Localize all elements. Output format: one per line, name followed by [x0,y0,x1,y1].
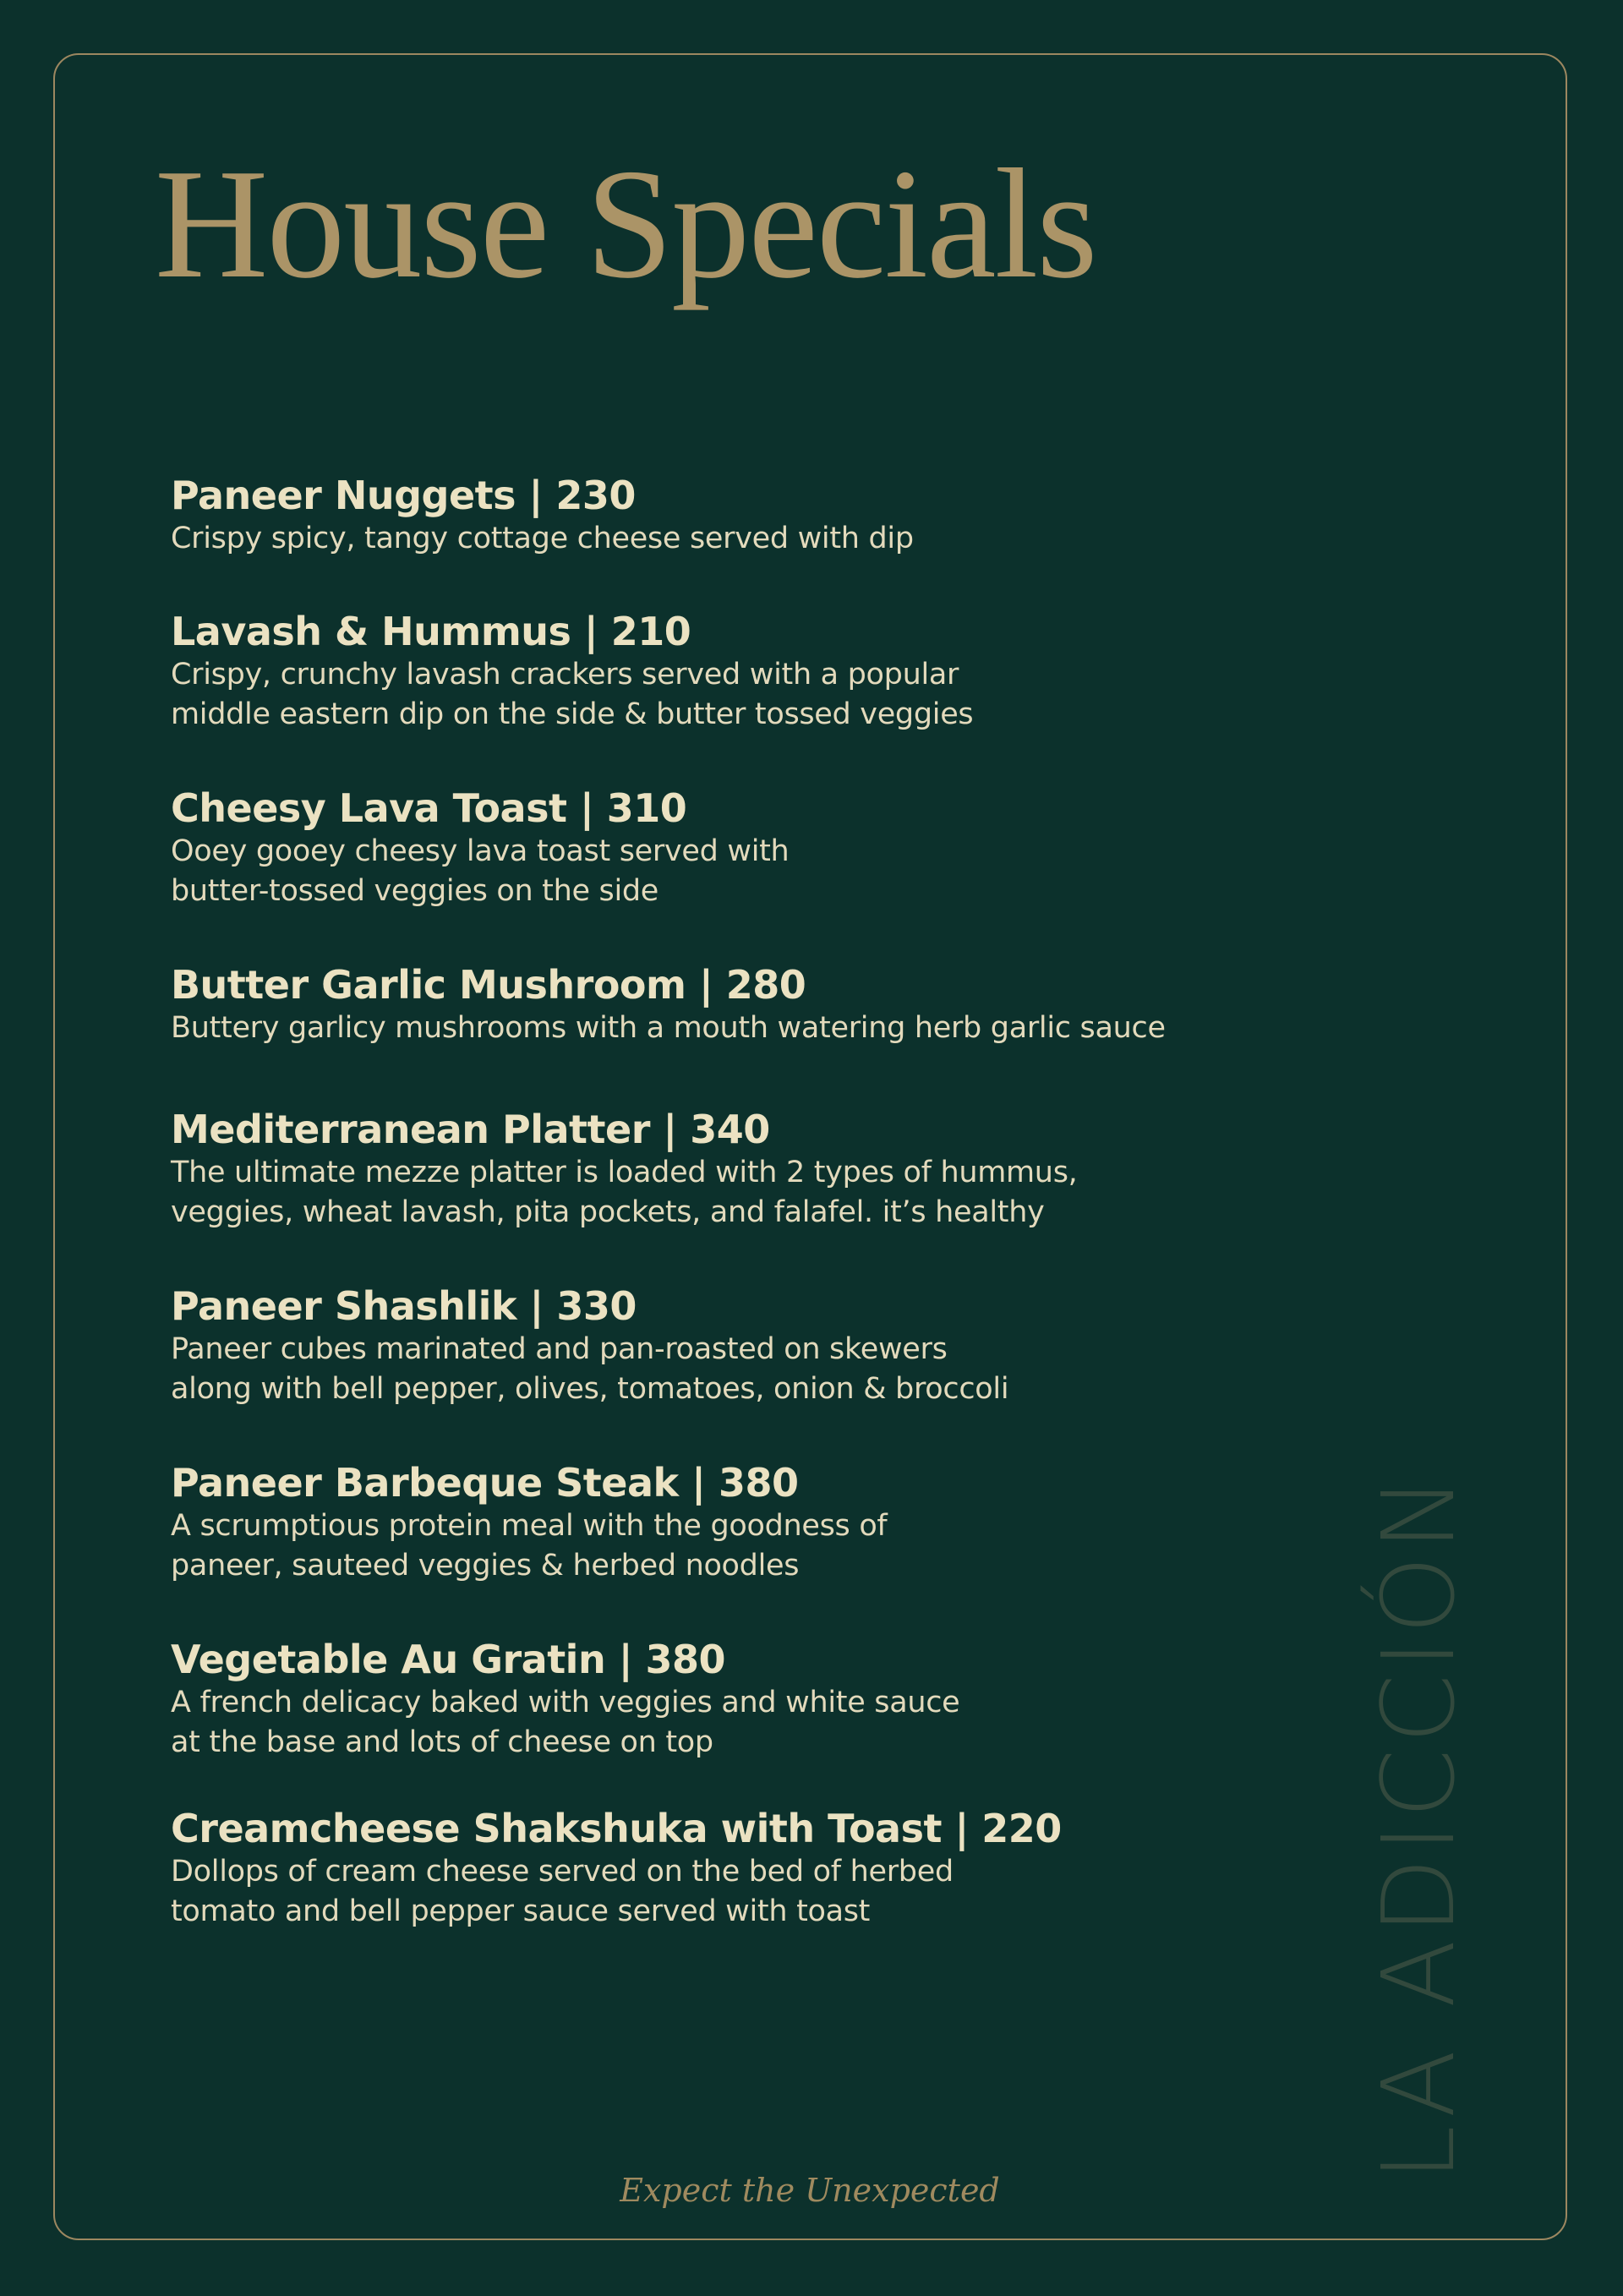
menu-item-name: Paneer Nuggets | 230 [171,473,636,518]
menu-item [171,1459,1312,1586]
menu-item-name: Creamcheese Shakshuka with Toast | 220 [171,1806,1062,1851]
menu-item [171,784,1312,911]
menu-item [171,1805,1312,1932]
menu-item-name: Butter Garlic Mushroom | 280 [171,962,806,1008]
menu-item-name: Lavash & Hummus | 210 [171,609,691,654]
menu-title: House Specials [155,137,1096,311]
menu-item [171,1636,1312,1763]
menu-item-name: Paneer Shashlik | 330 [171,1283,637,1329]
menu-item-description: Dollops of cream cheese served on the bed of herbed tomato and bell pepper sauce served with toast [171,1855,954,1928]
menu-item-name: Vegetable Au Gratin | 380 [171,1637,726,1682]
menu-item-description: Crispy, crunchy lavash crackers served with a popular middle eastern dip on the side & butter tossed veggies [171,658,974,731]
menu-item [171,1106,1312,1233]
menu-item-description: Ooey gooey cheesy lava toast served with butter-tossed veggies on the side [171,834,790,908]
menu-item [171,472,1312,559]
brand-watermark: LA ADICCIÓN [1360,1471,1477,2181]
menu-item-name: Paneer Barbeque Steak | 380 [171,1460,799,1506]
menu-item-description: Paneer cubes marinated and pan-roasted on skewers along with bell pepper, olives, tomatoes, onion & broccoli [171,1332,1009,1406]
menu-item-description: A french delicacy baked with veggies and white sauce at the base and lots of cheese on top [171,1686,960,1759]
menu-item [171,608,1312,735]
menu-item [171,961,1312,1048]
menu-item-name: Cheesy Lava Toast | 310 [171,785,687,831]
menu-item-name: Mediterranean Platter | 340 [171,1107,770,1152]
tagline: Expect the Unexpected [620,2172,1000,2209]
menu-item [171,1282,1312,1409]
menu-item-description: A scrumptious protein meal with the goodness of paneer, sauteed veggies & herbed noodles [171,1509,888,1583]
menu-item-description: Buttery garlicy mushrooms with a mouth watering herb garlic sauce [171,1011,1166,1045]
menu-item-description: The ultimate mezze platter is loaded with 2 types of hummus, veggies, wheat lavash, pita pockets, and falafel. it’s healthy [171,1156,1078,1229]
menu-item-description: Crispy spicy, tangy cottage cheese served with dip [171,522,914,555]
